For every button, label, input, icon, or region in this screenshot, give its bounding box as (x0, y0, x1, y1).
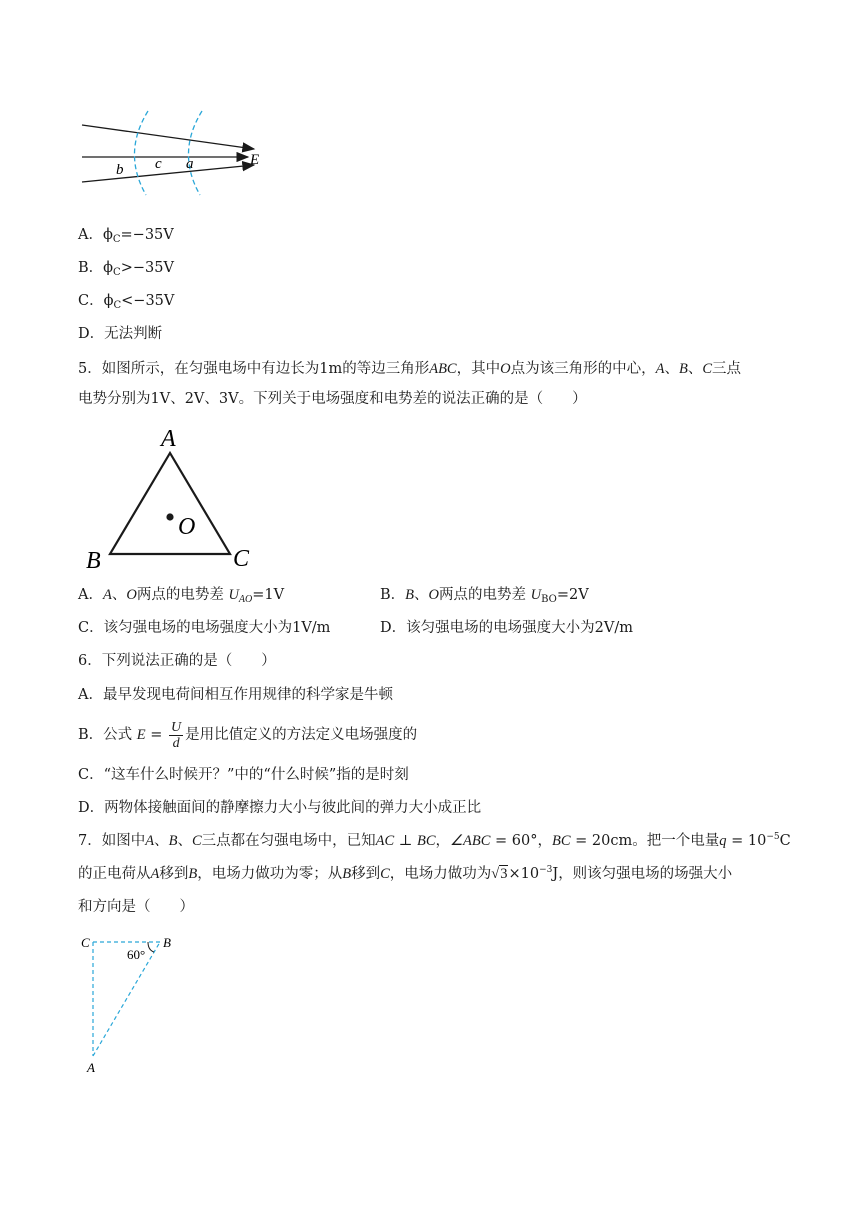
label-c: c (155, 156, 162, 172)
vertex-label-c: C (81, 935, 90, 950)
angle-arc (148, 942, 154, 952)
equipotential-b (134, 111, 148, 195)
q6-option-d[interactable]: D．两物体接触面间的静摩擦力大小与彼此间的弹力大小成正比 (78, 800, 482, 816)
label-b: b (116, 162, 124, 178)
formula-fraction-u-over-d: $\frac{U}{d}$ (171, 719, 182, 751)
triangle-abc (110, 453, 230, 554)
q7-right-triangle-figure (78, 930, 188, 1080)
q5-stem-line2: 电势分别为1V、2V、3V。下列关于电场强度和电势差的说法正确的是（ ） (78, 391, 587, 407)
q4-option-c[interactable]: C．$\phi_C<-35V$ (78, 293, 175, 311)
q6-option-a[interactable]: A．最早发现电荷间相互作用规律的科学家是牛顿 (78, 687, 393, 703)
q6-option-b[interactable]: B．公式 E = $\frac{U}{d}$ 是用比值定义的方法定义电场强度的 (78, 719, 418, 751)
field-line-bottom (82, 165, 254, 182)
q5-option-b[interactable]: B．B、O两点的电势差 $U_{BO}=2V$ (380, 587, 589, 605)
q4-field-figure (76, 108, 276, 198)
q5-triangle-figure (82, 424, 262, 574)
sqrt-three: √3 (491, 866, 508, 882)
field-line-top (82, 125, 254, 149)
vertex-label-a: A (87, 1060, 95, 1075)
q5-stem-line1: 5．如图所示，在匀强电场中有边长为1m的等边三角形ABC，其中O点为该三角形的中心，A、B、C三点 (78, 361, 741, 377)
q7-stem-line3: 和方向是（ ） (78, 899, 194, 915)
q4-option-a[interactable]: A．$\phi_C=-35V$ (78, 227, 174, 245)
vertex-label-a: A (161, 426, 176, 452)
q7-stem-line1: 7．如图中A、B、C三点都在匀强电场中，已知AC ⊥ BC，∠ABC = 60°，BC = 20cm。把一个电量$q = 10^{-5}C$ (78, 832, 791, 849)
q5-option-c[interactable]: C．该匀强电场的电场强度大小为1V/m (78, 620, 331, 636)
q4-option-d[interactable]: D．无法判断 (78, 326, 163, 342)
q7-stem-line2: 的正电荷从A移到B，电场力做功为零；从B移到C，电场力做功为$√3\times 10^{-3}J$，则该匀强电场的场强大小 (78, 865, 733, 882)
vertex-label-c: C (233, 546, 250, 572)
label-a: a (186, 156, 194, 172)
center-point-o (166, 513, 173, 520)
center-label-o: O (178, 514, 196, 540)
label-E: E (250, 152, 260, 168)
q4-option-b[interactable]: B．$\phi_C>-35V$ (78, 260, 174, 278)
vertex-label-b: B (163, 935, 171, 950)
vertex-label-b: B (86, 548, 101, 574)
q6-option-c[interactable]: C．“这车什么时候开？”中的“什么时候”指的是时刻 (78, 767, 409, 783)
q5-option-d[interactable]: D．该匀强电场的电场强度大小为2V/m (380, 620, 633, 636)
equipotential-a (188, 111, 202, 195)
q6-stem: 6．下列说法正确的是（ ） (78, 653, 276, 669)
angle-label: 60° (127, 947, 146, 962)
q5-option-a[interactable]: A．A、O两点的电势差 $U_{AO}=1V$ (78, 587, 285, 605)
